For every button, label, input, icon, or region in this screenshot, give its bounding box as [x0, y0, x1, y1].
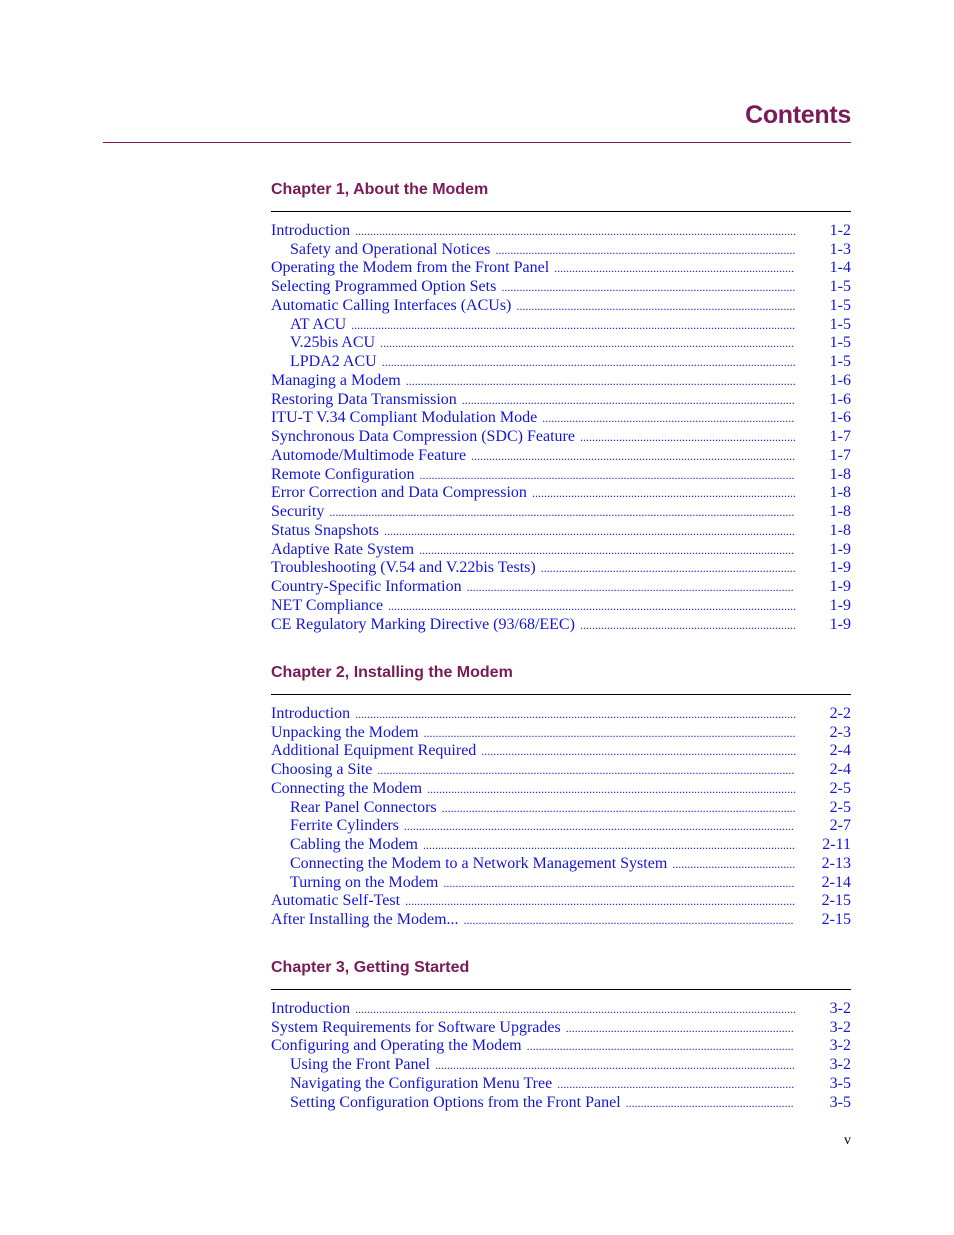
dot-leader: ..............................................................................................................	[463, 913, 794, 927]
toc-entry[interactable]	[271, 615, 851, 634]
dot-leader: .........................................................................................	[526, 1039, 794, 1054]
dot-leader: ...........................................................................................................................	[427, 781, 797, 796]
toc-entry[interactable]	[271, 352, 851, 371]
dot-leader: ...........................................................................................................................................	[377, 763, 795, 777]
toc-entry-page: 1-6	[829, 371, 851, 389]
dot-leader: .............................................................................................................................	[419, 467, 795, 482]
dot-leader: ........................................................................	[579, 617, 796, 632]
toc-entry[interactable]	[271, 409, 851, 428]
toc-entry-page: 2-4	[829, 761, 851, 778]
toc-entry-label: Country-Specific Information	[271, 578, 462, 595]
dot-leader: .........................................	[672, 856, 796, 871]
dot-leader: .............................................................................................................................	[419, 542, 795, 557]
toc-entry-label: Choosing a Site	[271, 761, 373, 778]
toc-entry-label: Unpacking the Modem	[271, 723, 419, 741]
toc-entry-label: Automode/Multimode Feature	[271, 446, 467, 464]
toc-entry-page: 2-15	[821, 892, 851, 910]
chapter-heading[interactable]: Chapter 1, About the Modem	[271, 181, 489, 198]
dot-leader: ..................................................................................................................................	[405, 373, 796, 388]
toc-entry-label: LPDA2 ACU	[290, 353, 377, 370]
toc-entry-page: 1-9	[829, 578, 851, 595]
toc-entry[interactable]	[271, 892, 851, 911]
toc-entry-label: Status Snapshots	[271, 521, 380, 539]
toc-entry-label: Connecting the Modem to a Network Management System	[290, 854, 668, 872]
toc-entry-page: 1-5	[829, 278, 851, 295]
toc-entry-page: 1-7	[829, 428, 851, 445]
toc-entry[interactable]	[271, 596, 851, 615]
toc-entry[interactable]	[271, 540, 851, 559]
dot-leader: .........................................................................................................	[481, 744, 797, 759]
toc-entry-page: 1-8	[829, 503, 851, 520]
dot-leader: ........................................................................................................................................	[388, 598, 797, 613]
toc-entry-page: 1-8	[829, 465, 851, 483]
toc-entry[interactable]	[271, 873, 851, 892]
toc-entry-page: 2-3	[829, 723, 851, 741]
dot-leader: ................................................................................	[554, 261, 795, 276]
chapter-rule	[271, 211, 851, 212]
toc-entry-page: 1-5	[829, 334, 851, 352]
toc-entry-label: Connecting the Modem	[271, 779, 423, 797]
dot-leader: ..........................................................................................................................................	[381, 355, 796, 369]
toc-entry-label: Ferrite Cylinders	[290, 817, 399, 835]
toc-entry-page: 1-9	[829, 596, 851, 614]
dot-leader: ...............................................................................	[557, 1076, 795, 1091]
toc-entry-page: 1-5	[829, 315, 851, 333]
chapter-rule	[271, 694, 851, 695]
toc-entry-page: 3-5	[829, 1074, 851, 1092]
chapter-heading[interactable]: Chapter 3, Getting Started	[271, 959, 470, 976]
toc-entry-label: System Requirements for Software Upgrades	[271, 1018, 561, 1036]
toc-entry[interactable]	[271, 502, 851, 521]
toc-entry-label: Automatic Self-Test	[271, 892, 401, 910]
toc-entry-page: 1-9	[829, 540, 851, 558]
toc-entry-label: Adaptive Rate System	[271, 540, 415, 558]
toc-entry[interactable]	[271, 1074, 851, 1093]
toc-entry-label: After Installing the Modem...	[271, 911, 459, 928]
toc-entry[interactable]	[271, 484, 851, 503]
toc-entry-label: Introduction	[271, 704, 351, 722]
page-number: v	[844, 1133, 851, 1148]
toc-entry-page: 3-2	[829, 1018, 851, 1036]
dot-leader: ..................................................................................................	[501, 280, 796, 294]
toc-list	[271, 704, 851, 929]
dot-leader: ............................................................................................................................	[423, 725, 796, 740]
toc-entry-label: Navigating the Configuration Menu Tree	[290, 1074, 553, 1092]
dot-leader: ............................................................................	[565, 1020, 794, 1035]
toc-entry-label: Remote Configuration	[271, 465, 415, 483]
toc-entry[interactable]	[271, 798, 851, 817]
dot-leader: ........................................................................................................................	[435, 1058, 795, 1072]
dot-leader: ...................................................................................................................................................	[355, 223, 797, 238]
toc-entry-label: Introduction	[271, 999, 351, 1017]
toc-entry[interactable]	[271, 1018, 851, 1037]
toc-entry-page: 2-5	[829, 798, 851, 816]
chapter-2-section	[271, 664, 851, 929]
toc-entry-page: 1-6	[829, 409, 851, 427]
toc-entry[interactable]	[271, 723, 851, 742]
toc-entry[interactable]	[271, 779, 851, 798]
chapter-rule	[271, 989, 851, 990]
toc-entry-label: Synchronous Data Compression (SDC) Feature	[271, 428, 575, 445]
dot-leader: ......................................................................................................................	[441, 800, 796, 815]
chapter-1-section	[271, 181, 851, 634]
toc-entry-label: Security	[271, 503, 325, 520]
toc-list	[271, 221, 851, 634]
toc-entry[interactable]	[271, 910, 851, 929]
toc-entry[interactable]	[271, 446, 851, 465]
toc-entry-label: NET Compliance	[271, 596, 384, 614]
dot-leader: .............................................................................................	[516, 298, 796, 313]
toc-entry-page: 1-7	[829, 446, 851, 464]
toc-entry-label: Configuring and Operating the Modem	[271, 1037, 522, 1055]
toc-entry-page: 2-4	[829, 742, 851, 760]
toc-entry-page: 2-15	[821, 911, 851, 928]
toc-entry-label: V.25bis ACU	[290, 334, 376, 352]
dot-leader: ..................................................................................................................................	[403, 819, 794, 834]
toc-entry[interactable]	[271, 577, 851, 596]
dot-leader: ....................................................................................	[542, 411, 795, 426]
toc-entry[interactable]	[271, 760, 851, 779]
toc-entry-page: 3-2	[829, 1056, 851, 1073]
dot-leader: ...........................................................................................................................................................	[329, 505, 795, 519]
toc-entry[interactable]	[271, 315, 851, 334]
toc-entry-page: 1-6	[829, 390, 851, 408]
toc-entry-page: 2-5	[829, 779, 851, 797]
toc-entry-label: Safety and Operational Notices	[290, 240, 491, 258]
toc-entry-label: Error Correction and Data Compression	[271, 484, 527, 502]
dot-leader: ..................................................................................................................................	[405, 894, 796, 909]
toc-entry-label: Cabling the Modem	[290, 836, 418, 853]
toc-entry[interactable]	[271, 854, 851, 873]
toc-entry-label: Additional Equipment Required	[271, 742, 477, 760]
toc-entry-label: Rear Panel Connectors	[290, 798, 437, 816]
dot-leader: ...................................................................................................................................................	[355, 706, 797, 721]
toc-entry[interactable]	[271, 999, 851, 1018]
dot-leader: ........................................................................................	[531, 486, 796, 501]
toc-entry-label: AT ACU	[290, 315, 347, 333]
toc-entry-label: ITU-T V.34 Compliant Modulation Mode	[271, 409, 538, 427]
dot-leader: .....................................................................................................................	[443, 875, 795, 890]
toc-entry[interactable]	[271, 1055, 851, 1074]
toc-entry[interactable]	[271, 427, 851, 446]
dot-leader: ...................................................................................................................................................	[355, 1001, 797, 1016]
toc-entry[interactable]	[271, 259, 851, 278]
toc-entry-page: 2-11	[822, 836, 851, 853]
toc-list	[271, 999, 851, 1112]
toc-entry-label: Restoring Data Transmission	[271, 390, 457, 408]
toc-entry-label: Setting Configuration Options from the Front Panel	[290, 1093, 621, 1111]
page-title: Contents	[745, 101, 851, 129]
toc-entry-label: Operating the Modem from the Front Panel	[271, 259, 550, 277]
toc-entry-page: 3-2	[829, 999, 851, 1017]
dot-leader: .....................................................................................	[540, 561, 796, 576]
toc-entry[interactable]	[271, 221, 851, 240]
title-rule	[103, 142, 851, 143]
toc-entry[interactable]	[271, 521, 851, 540]
toc-entry-page: 1-4	[829, 259, 851, 277]
toc-entry-page: 2-14	[821, 873, 851, 891]
toc-entry-page: 1-5	[829, 296, 851, 314]
dot-leader: ....................................................................................................	[495, 242, 796, 257]
toc-entry[interactable]	[271, 1037, 851, 1056]
dot-leader: ....................................................................................................................................................	[351, 317, 796, 332]
toc-entry-label: Troubleshooting (V.54 and V.22bis Tests)	[271, 559, 536, 577]
toc-entry-page: 1-3	[829, 240, 851, 258]
toc-entry-label: CE Regulatory Marking Directive (93/68/EEC)	[271, 615, 575, 633]
toc-entry[interactable]	[271, 1093, 851, 1112]
dot-leader: ............................................................................................................................	[422, 838, 795, 852]
toc-entry[interactable]	[271, 704, 851, 723]
toc-entry[interactable]	[271, 296, 851, 315]
toc-entry[interactable]	[271, 277, 851, 296]
toc-entry-page: 1-5	[829, 353, 851, 370]
toc-entry[interactable]	[271, 465, 851, 484]
dot-leader: .............................................................................................................	[466, 580, 794, 594]
toc-entry-label: Managing a Modem	[271, 371, 401, 389]
toc-entry[interactable]	[271, 240, 851, 259]
toc-entry-page: 2-7	[829, 817, 851, 835]
toc-entry[interactable]	[271, 371, 851, 390]
toc-entry-page: 3-2	[829, 1037, 851, 1055]
chapter-heading[interactable]: Chapter 2, Installing the Modem	[271, 664, 513, 681]
dot-leader: ...............................................................................................................	[461, 392, 795, 407]
toc-entry-page: 3-5	[829, 1093, 851, 1111]
toc-entry-page: 1-8	[829, 521, 851, 539]
toc-entry-page: 2-2	[829, 704, 851, 722]
dot-leader: ............................................................................................................	[471, 448, 796, 463]
toc-entry-page: 1-9	[829, 615, 851, 633]
toc-entry-label: Selecting Programmed Option Sets	[271, 278, 497, 295]
toc-entry-label: Using the Front Panel	[290, 1056, 430, 1073]
toc-entry[interactable]	[271, 817, 851, 836]
toc-entry-label: Turning on the Modem	[290, 873, 439, 891]
dot-leader: ........................................................................	[579, 430, 796, 444]
dot-leader: ..........................................................................................................................................	[380, 336, 795, 351]
chapter-3-section	[271, 959, 851, 1112]
toc-entry[interactable]	[271, 835, 851, 854]
toc-entry-page: 1-9	[829, 559, 851, 577]
toc-entry-page: 1-8	[829, 484, 851, 502]
toc-entry[interactable]	[271, 390, 851, 409]
toc-entry[interactable]	[271, 334, 851, 353]
toc-entry-label: Introduction	[271, 221, 351, 239]
dot-leader: .........................................................................................................................................	[384, 523, 796, 538]
toc-entry-page: 2-13	[821, 854, 851, 872]
toc-entry-page: 1-2	[829, 221, 851, 239]
dot-leader: ........................................................	[625, 1095, 794, 1110]
toc-entry-label: Automatic Calling Interfaces (ACUs)	[271, 296, 512, 314]
toc-entry[interactable]	[271, 559, 851, 578]
toc-entry[interactable]	[271, 742, 851, 761]
